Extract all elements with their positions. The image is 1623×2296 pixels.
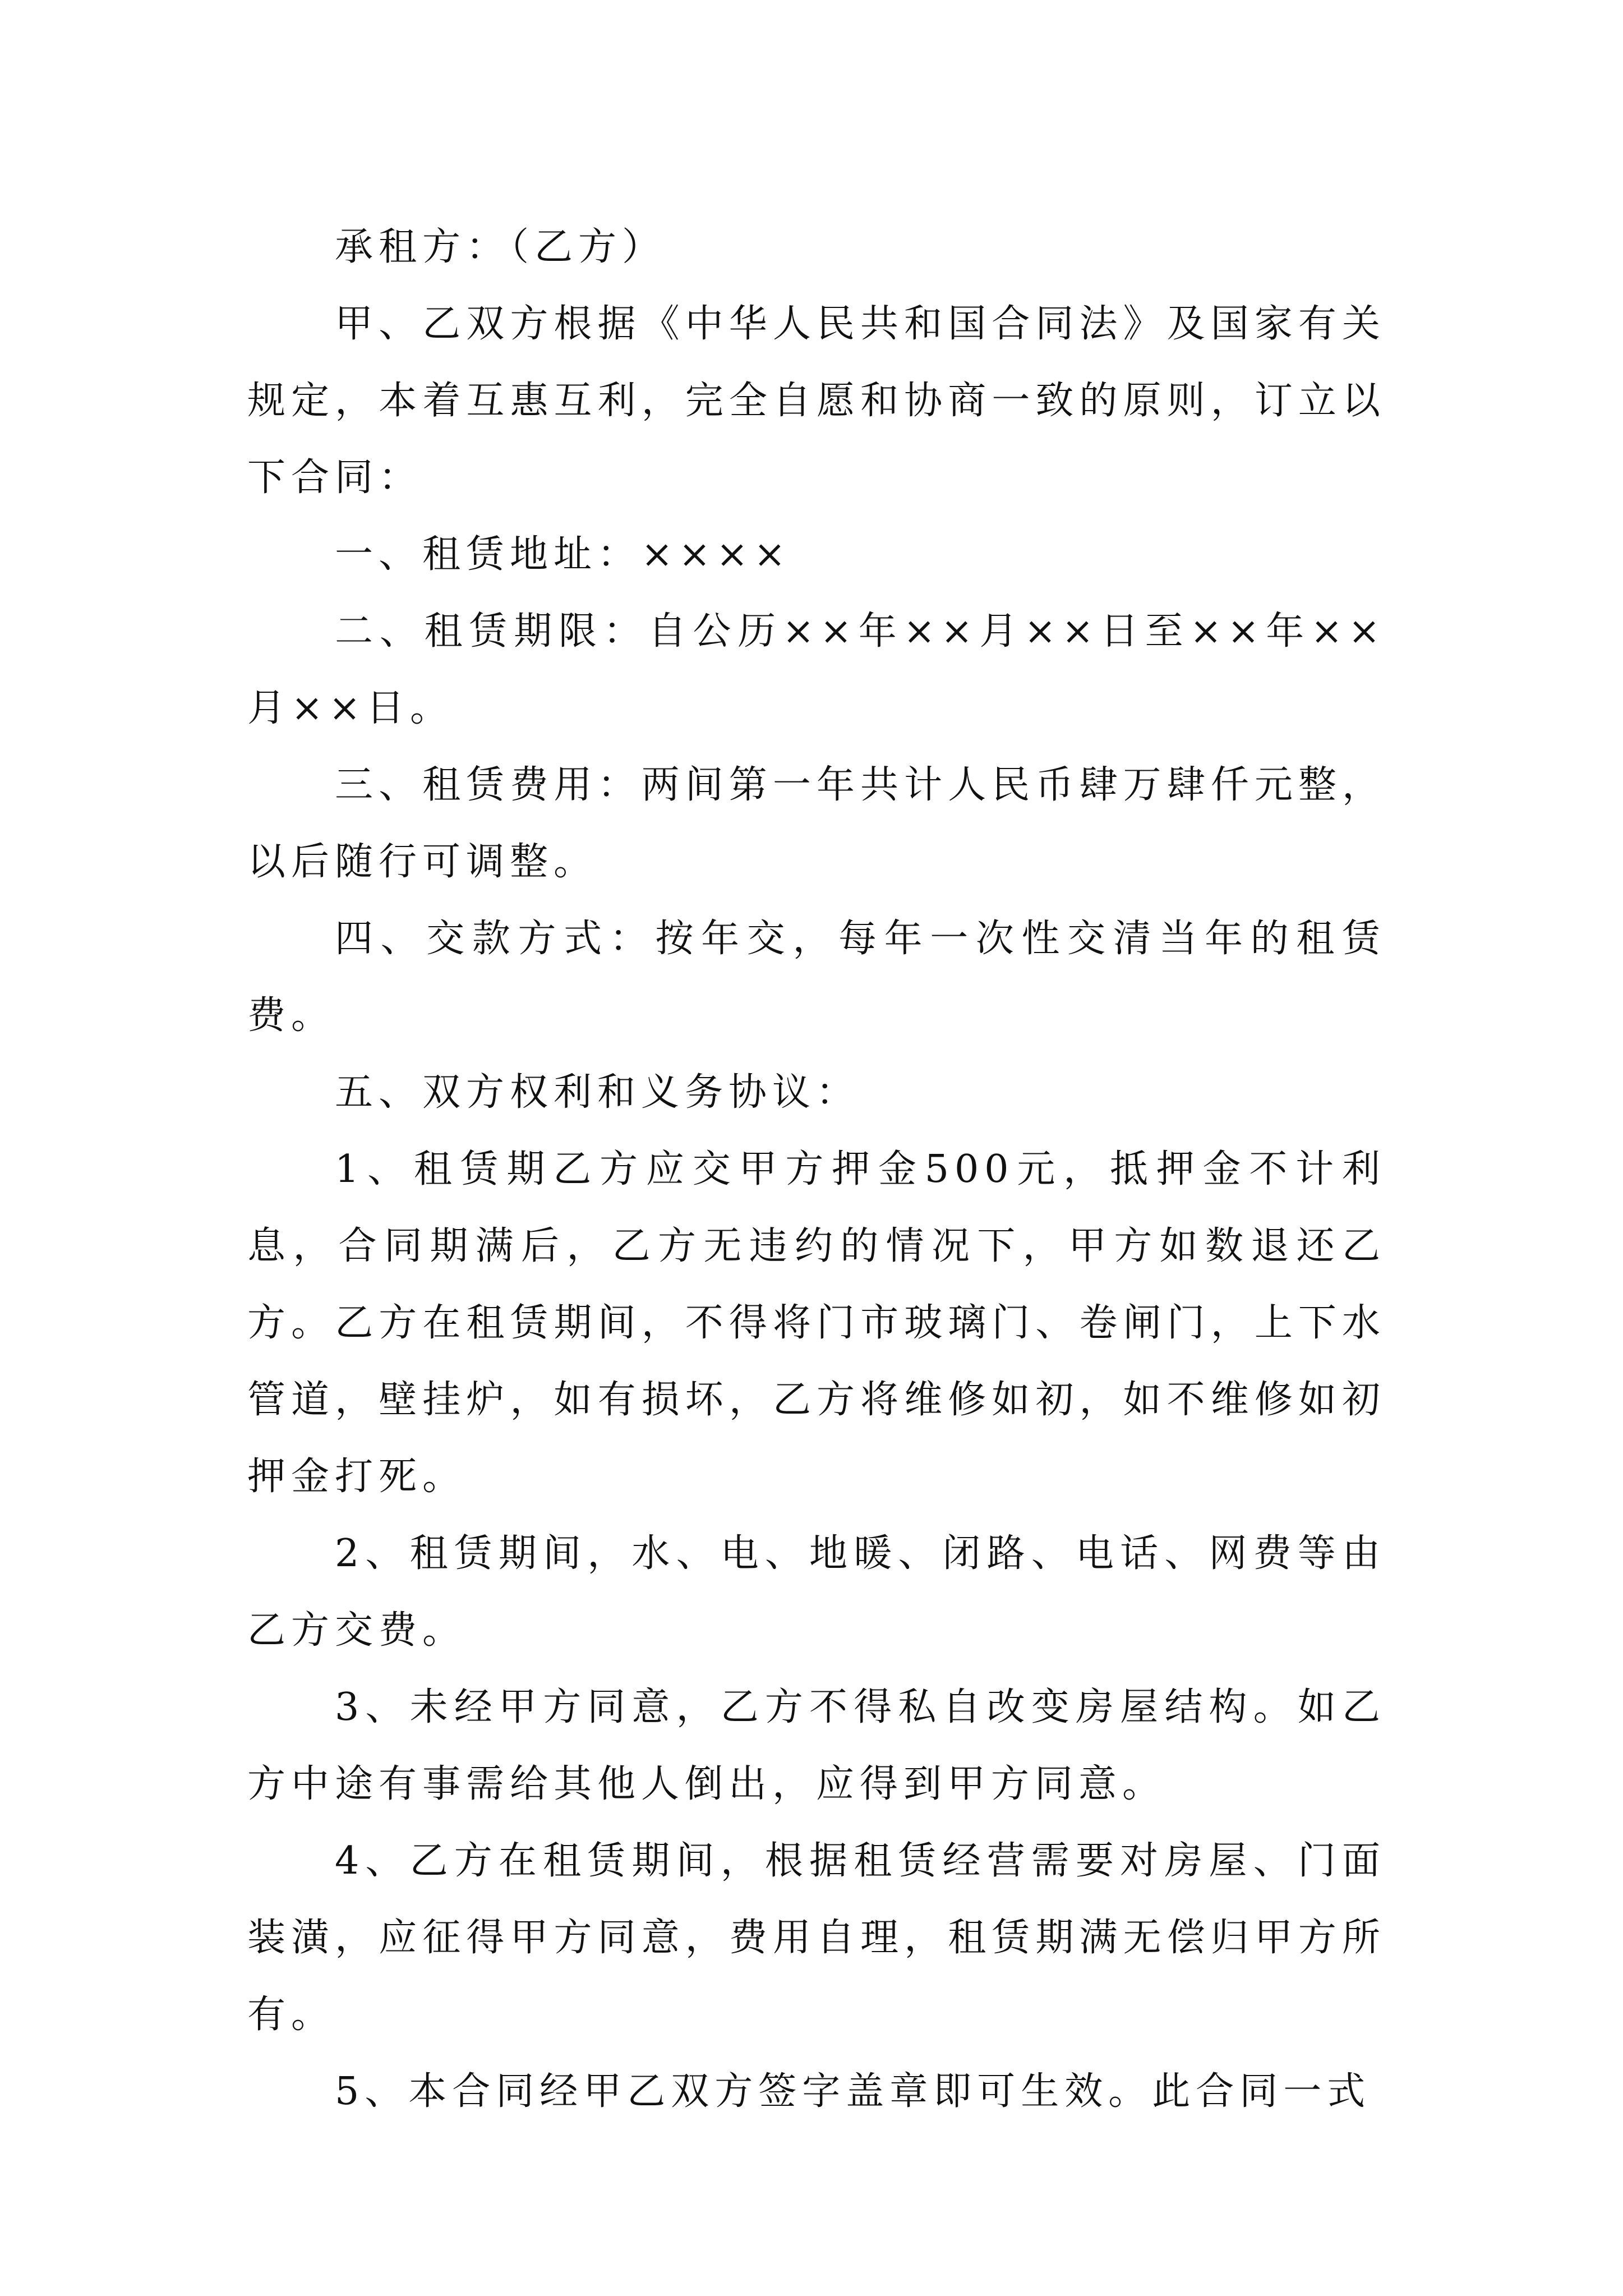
item-4-decoration: 4、乙方在租赁期间，根据租赁经营需要对房屋、门面装潢，应征得甲方同意，费用自理，租赁期满无偿归甲方所有。 [247, 1839, 1386, 2037]
clause-lease-address: 一、租赁地址：×××× [335, 532, 791, 577]
preamble-paragraph: 甲、乙双方根据《中华人民共和国合同法》及国家有关规定，本着互惠互利，完全自愿和协商一致的原则，订立以下合同： [247, 302, 1386, 500]
item-1-deposit: 1、租赁期乙方应交甲方押金500元，抵押金不计利息，合同期满后，乙方无违约的情况下，甲方如数退还乙方。乙方在租赁期间，不得将门市玻璃门、卷闸门，上下水管道，壁挂炉，如有损坏，乙方将维修如初，如不维修如初押金打死。 [247, 1147, 1386, 1499]
clause-payment-method: 四、交款方式：按年交，每年一次性交清当年的租赁费。 [247, 917, 1386, 1038]
clause-rights-obligations: 五、双方权利和义务协议： [335, 1070, 860, 1115]
item-2-utilities: 2、租赁期间，水、电、地暖、闭路、电话、网费等由乙方交费。 [247, 1531, 1386, 1653]
item-5-effectiveness: 5、本合同经甲乙双方签字盖章即可生效。此合同一式 [335, 2069, 1371, 2114]
clause-lease-term: 二、租赁期限：自公历××年××月××日至××年××月××日。 [247, 609, 1386, 730]
document-body [247, 209, 1386, 2130]
clause-lease-fee: 三、租赁费用：两间第一年共计人民币肆万肆仟元整，以后随行可调整。 [247, 763, 1386, 884]
item-3-structure: 3、未经甲方同意，乙方不得私自改变房屋结构。如乙方中途有事需给其他人倒出，应得到甲方同意。 [247, 1685, 1386, 1806]
lessee-line: 承租方：（乙方） [335, 225, 666, 269]
